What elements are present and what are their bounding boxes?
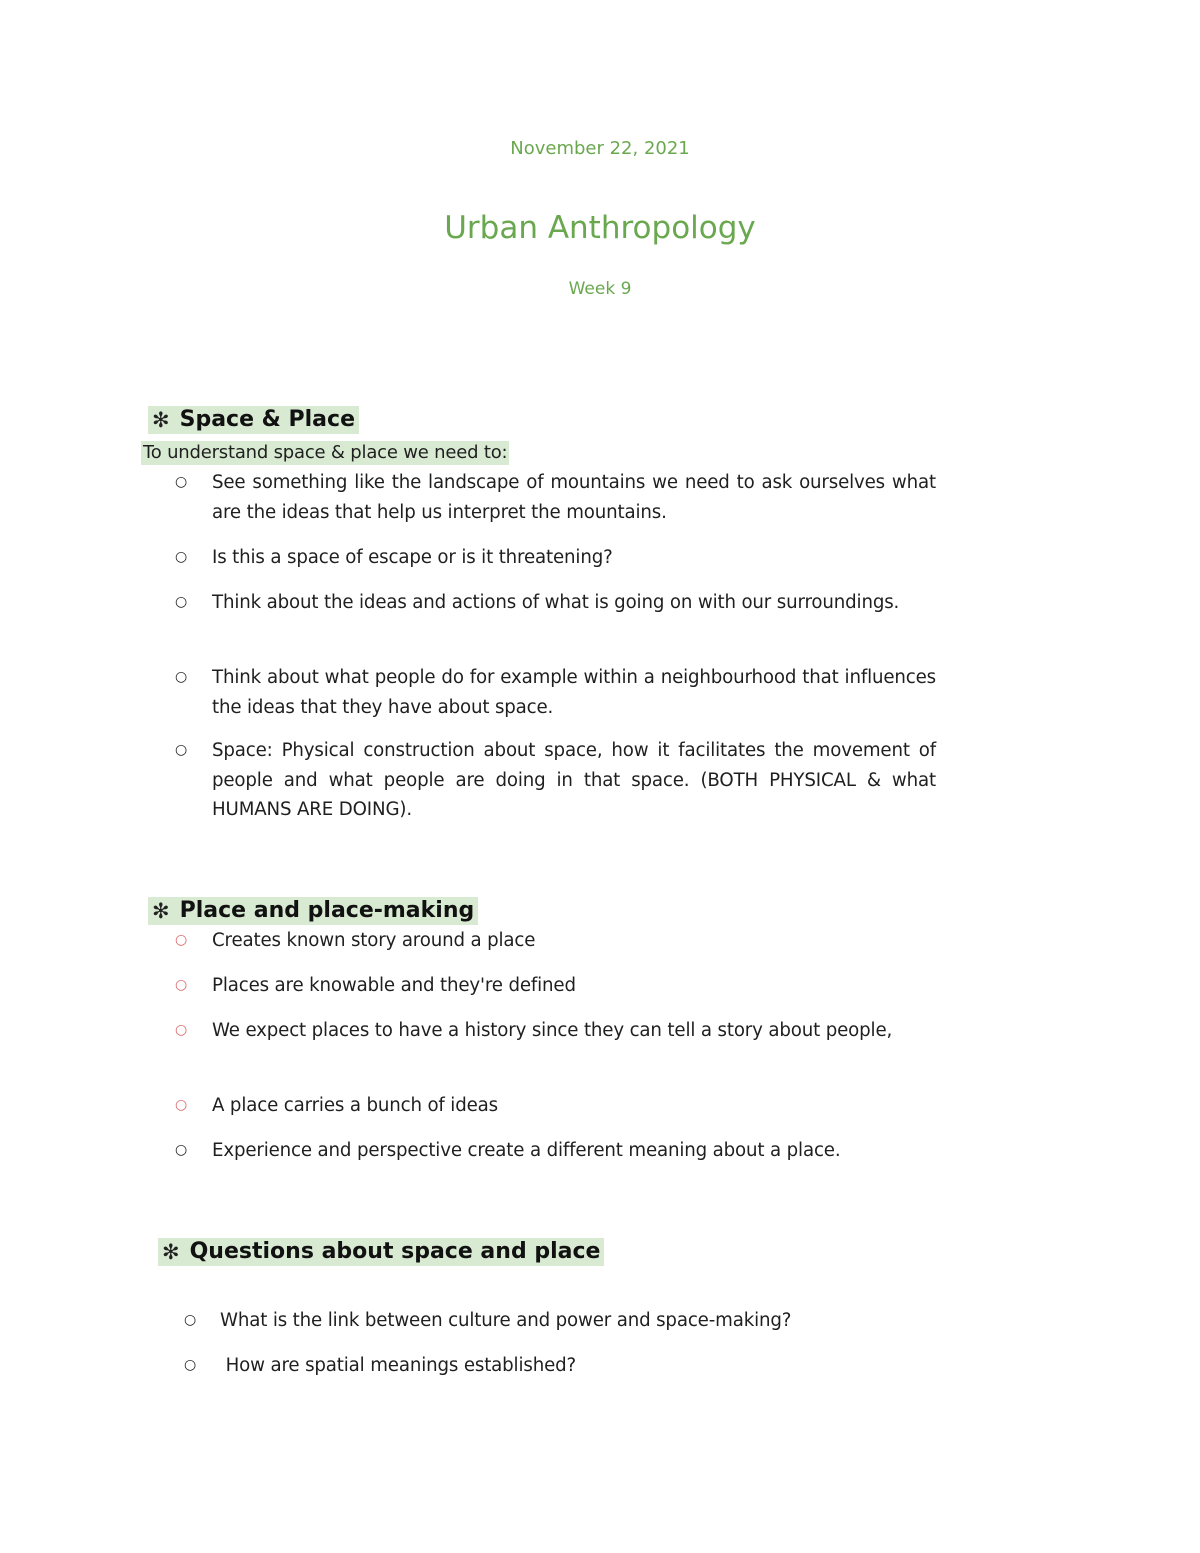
asterisk-icon: ✻ (152, 408, 170, 432)
hollow-bullet-icon: ○ (184, 1312, 197, 1328)
hollow-bullet-icon: ○ (175, 1142, 188, 1158)
section-heading-questions (158, 1238, 604, 1266)
list-item-text: Experience and perspective create a different meaning about a place. (212, 1140, 841, 1161)
hollow-bullet-icon: ○ (175, 932, 188, 948)
asterisk-icon: ✻ (162, 1240, 180, 1264)
hollow-bullet-icon: ○ (175, 549, 188, 565)
section-heading-place-making (148, 897, 478, 925)
list-item-text: Places are knowable and they're defined (212, 975, 576, 996)
hollow-bullet-icon: ○ (175, 1097, 188, 1113)
asterisk-icon: ✻ (152, 899, 170, 923)
section-heading-label: Questions about space and place (189, 1239, 601, 1264)
list-item-text: Creates known story around a place (212, 930, 536, 951)
list-item-text: Space: Physical construction about space, how it facilitates the movement of people and what people are doing in that space. (BOTH PHYSICAL & what HUMANS ARE DOING). (212, 740, 936, 820)
section-heading-label: Space & Place (179, 407, 355, 432)
hollow-bullet-icon: ○ (175, 474, 188, 490)
document-subtitle-week: Week 9 (568, 279, 632, 299)
list-item-text: Is this a space of escape or is it threatening? (212, 547, 613, 568)
document-title: Urban Anthropology (444, 210, 756, 246)
hollow-bullet-icon: ○ (175, 977, 188, 993)
section-heading-space-and-place (148, 406, 359, 434)
list-item-text: A place carries a bunch of ideas (212, 1095, 498, 1116)
list-item-text: Think about what people do for example within a neighbourhood that influences the ideas that they have about space. (212, 667, 936, 718)
document-date: November 22, 2021 (510, 138, 690, 159)
list-item-text: How are spatial meanings established? (220, 1355, 577, 1376)
section-intro: To understand space & place we need to: (143, 442, 508, 463)
hollow-bullet-icon: ○ (175, 742, 188, 758)
hollow-bullet-icon: ○ (175, 669, 188, 685)
hollow-bullet-icon: ○ (175, 1022, 188, 1038)
list-item-text: What is the link between culture and power and space-making? (220, 1310, 792, 1331)
section-heading-label: Place and place-making (179, 898, 475, 923)
list-item-text: See something like the landscape of mountains we need to ask ourselves what are the ideas that help us interpret the mountains. (212, 472, 936, 523)
list-item-text: Think about the ideas and actions of what is going on with our surroundings. (212, 592, 900, 613)
hollow-bullet-icon: ○ (175, 594, 188, 610)
list-item-text: We expect places to have a history since they can tell a story about people, (212, 1020, 893, 1041)
hollow-bullet-icon: ○ (184, 1357, 197, 1373)
